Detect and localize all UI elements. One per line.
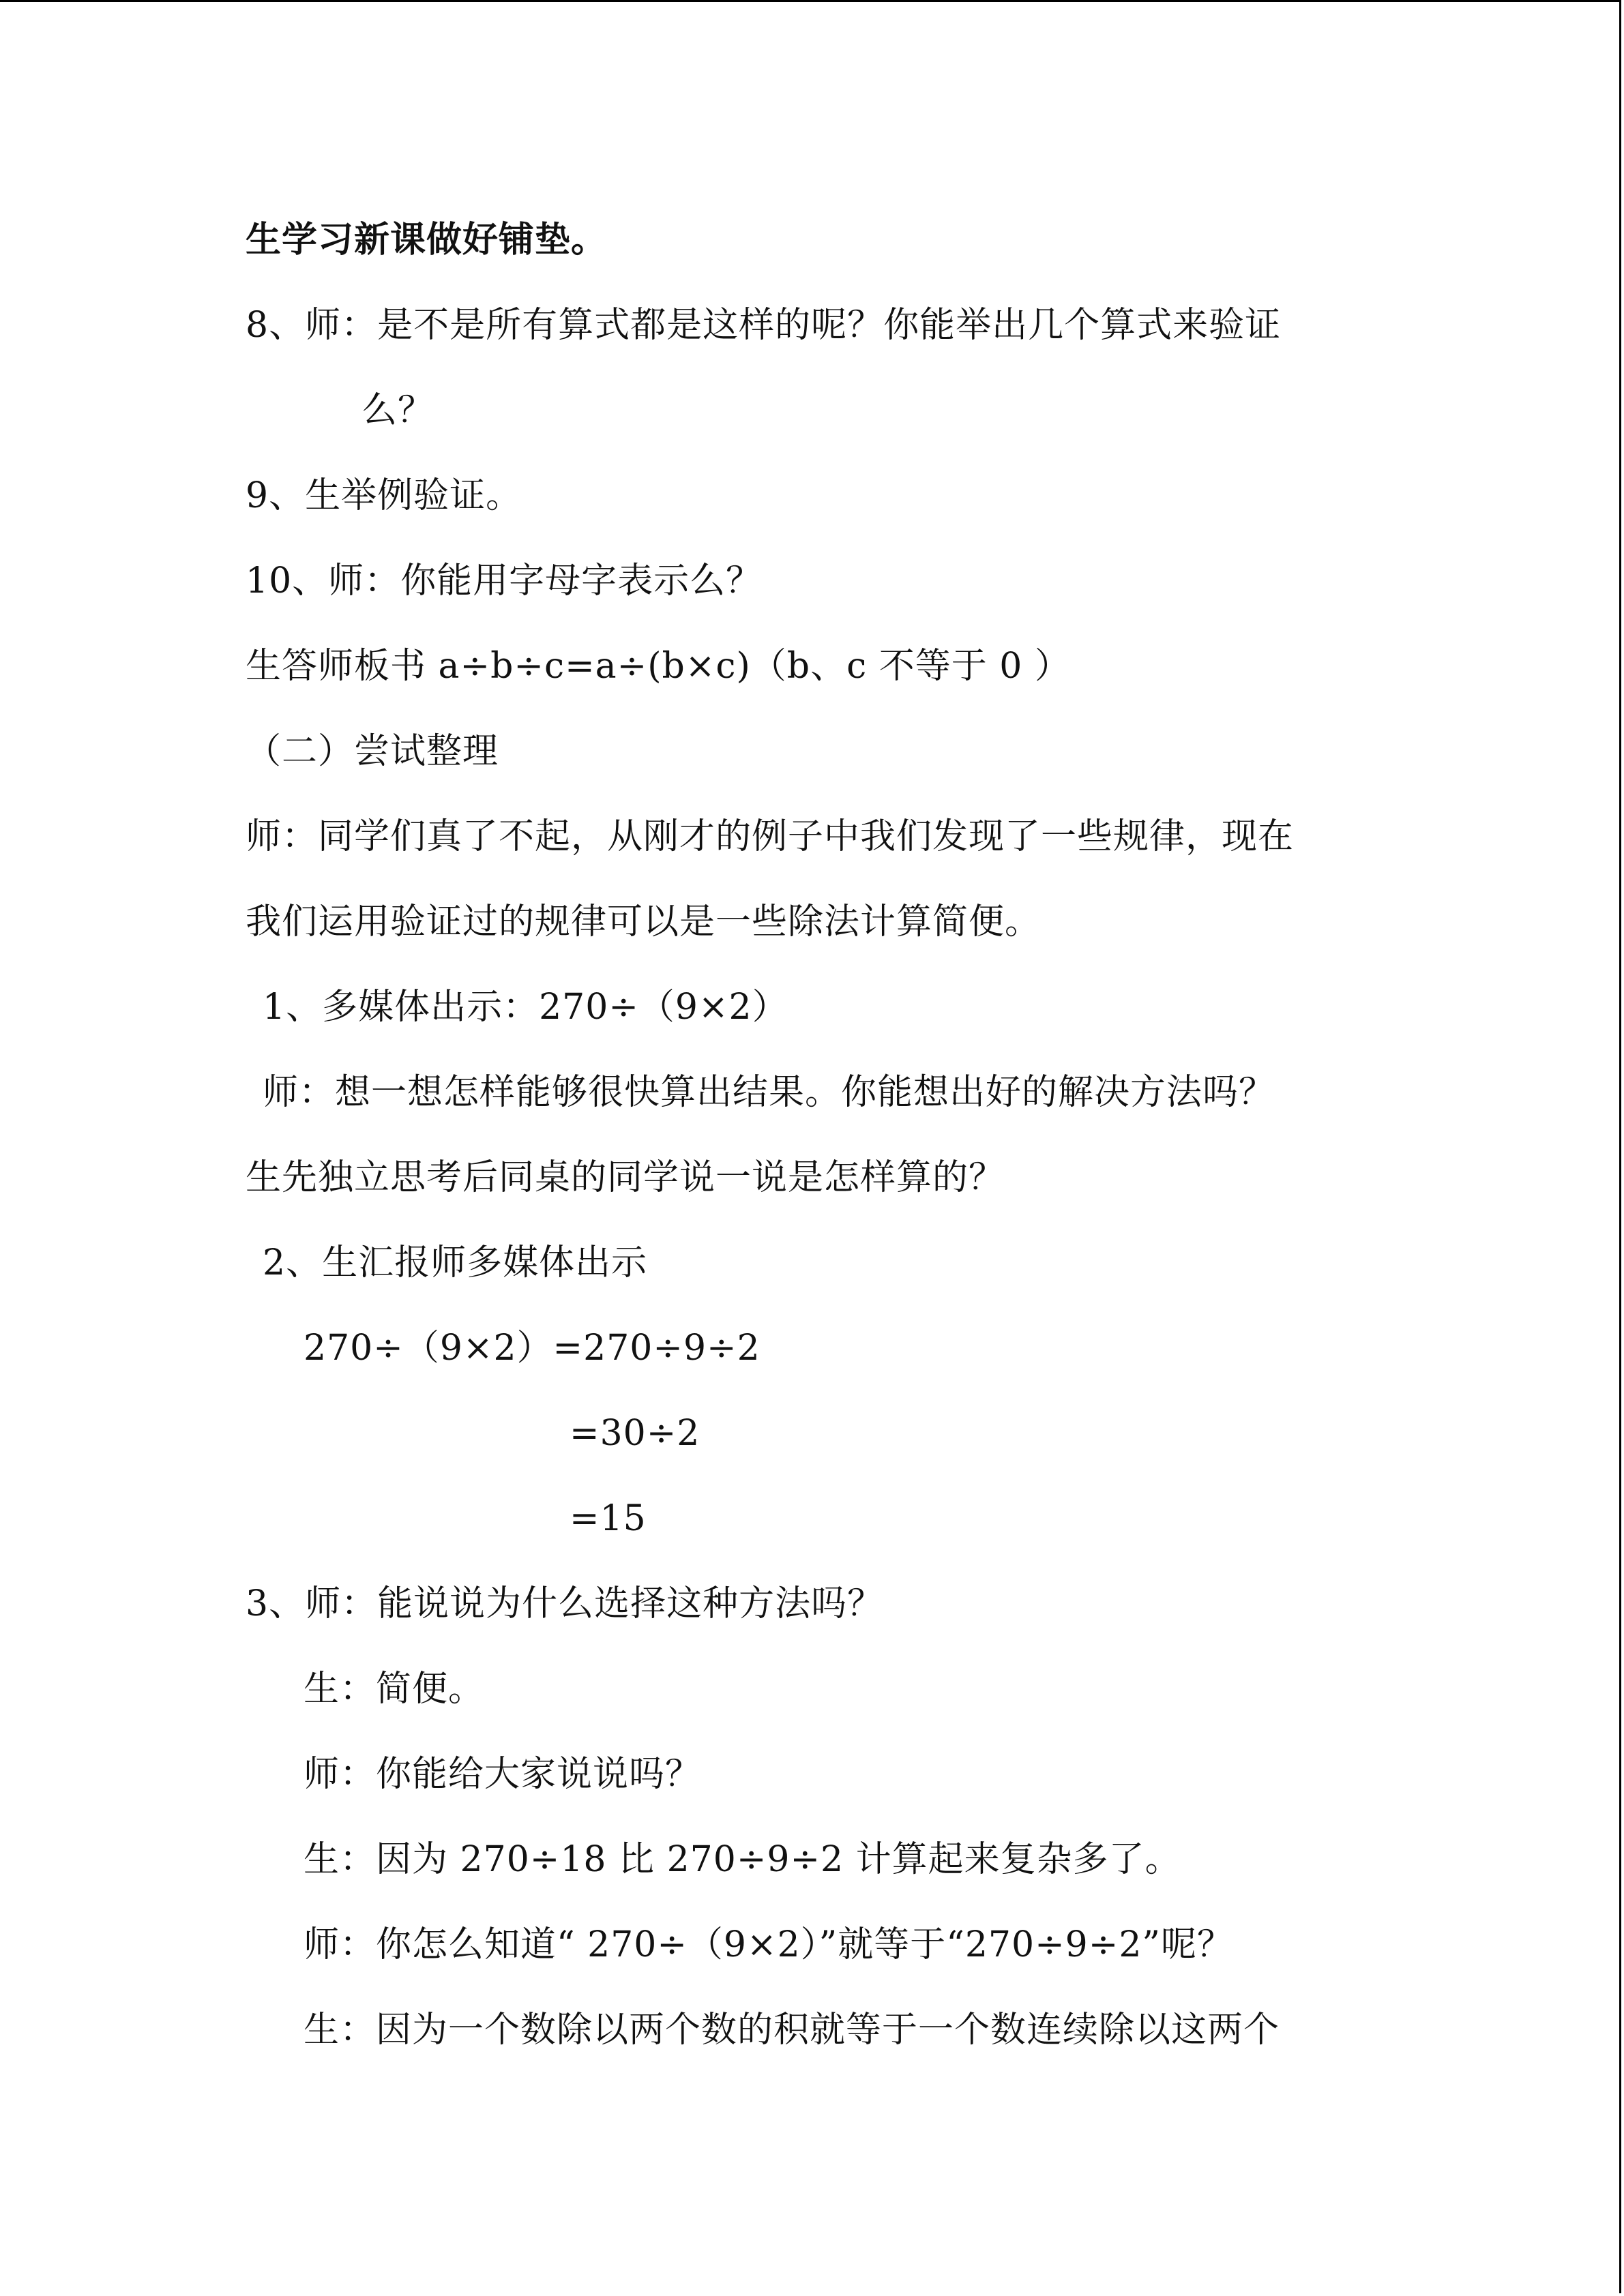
paragraph-step-1: 1、多媒体出示：270÷（9×2）: [263, 987, 788, 1028]
paragraph-item-10: 10、师：你能用字母字表示么？: [246, 561, 763, 601]
paragraph-item-8-continued: 么？: [361, 390, 434, 431]
paragraph-formula: 生答师板书 a÷b÷c=a÷(b×c)（b、c 不等于 0 ）: [246, 646, 1071, 687]
paragraph-step-2: 2、生汇报师多媒体出示: [263, 1242, 648, 1283]
dialogue-student-1: 生：简便。: [304, 1669, 485, 1710]
calculation-line-2: =30÷2: [570, 1413, 700, 1454]
calculation-line-1: 270÷（9×2）=270÷9÷2: [304, 1328, 761, 1369]
paragraph-student-think: 生先独立思考后同桌的同学说一说是怎样算的？: [246, 1157, 1005, 1198]
paragraph-item-9: 9、生举例验证。: [246, 475, 522, 516]
paragraph-step-3: 3、师：能说说为什么选择这种方法吗？: [246, 1583, 884, 1624]
paragraph-intro-end: 生学习新课做好铺垫。: [246, 219, 608, 260]
paragraph-item-8: 8、师：是不是所有算式都是这样的呢？你能举出几个算式来验证: [246, 305, 1282, 346]
paragraph-teacher-question: 师：想一想怎样能够很快算出结果。你能想出好的解决方法吗？: [263, 1072, 1275, 1113]
section-heading: （二）尝试整理: [246, 731, 499, 772]
dialogue-teacher-1: 师：你能给大家说说吗？: [304, 1754, 702, 1795]
dialogue-student-3: 生：因为一个数除以两个数的积就等于一个数连续除以这两个: [304, 2010, 1280, 2051]
dialogue-student-2: 生：因为 270÷18 比 270÷9÷2 计算起来复杂多了。: [304, 1839, 1181, 1880]
paragraph-teacher-intro: 师：同学们真了不起，从刚才的例子中我们发现了一些规律，现在: [246, 816, 1295, 857]
calculation-line-3: =15: [570, 1498, 647, 1539]
dialogue-teacher-2: 师：你怎么知道“ 270÷（9×2）”就等于“270÷9÷2”呢？: [304, 1924, 1233, 1965]
paragraph-teacher-intro-continued: 我们运用验证过的规律可以是一些除法计算简便。: [246, 901, 1042, 942]
